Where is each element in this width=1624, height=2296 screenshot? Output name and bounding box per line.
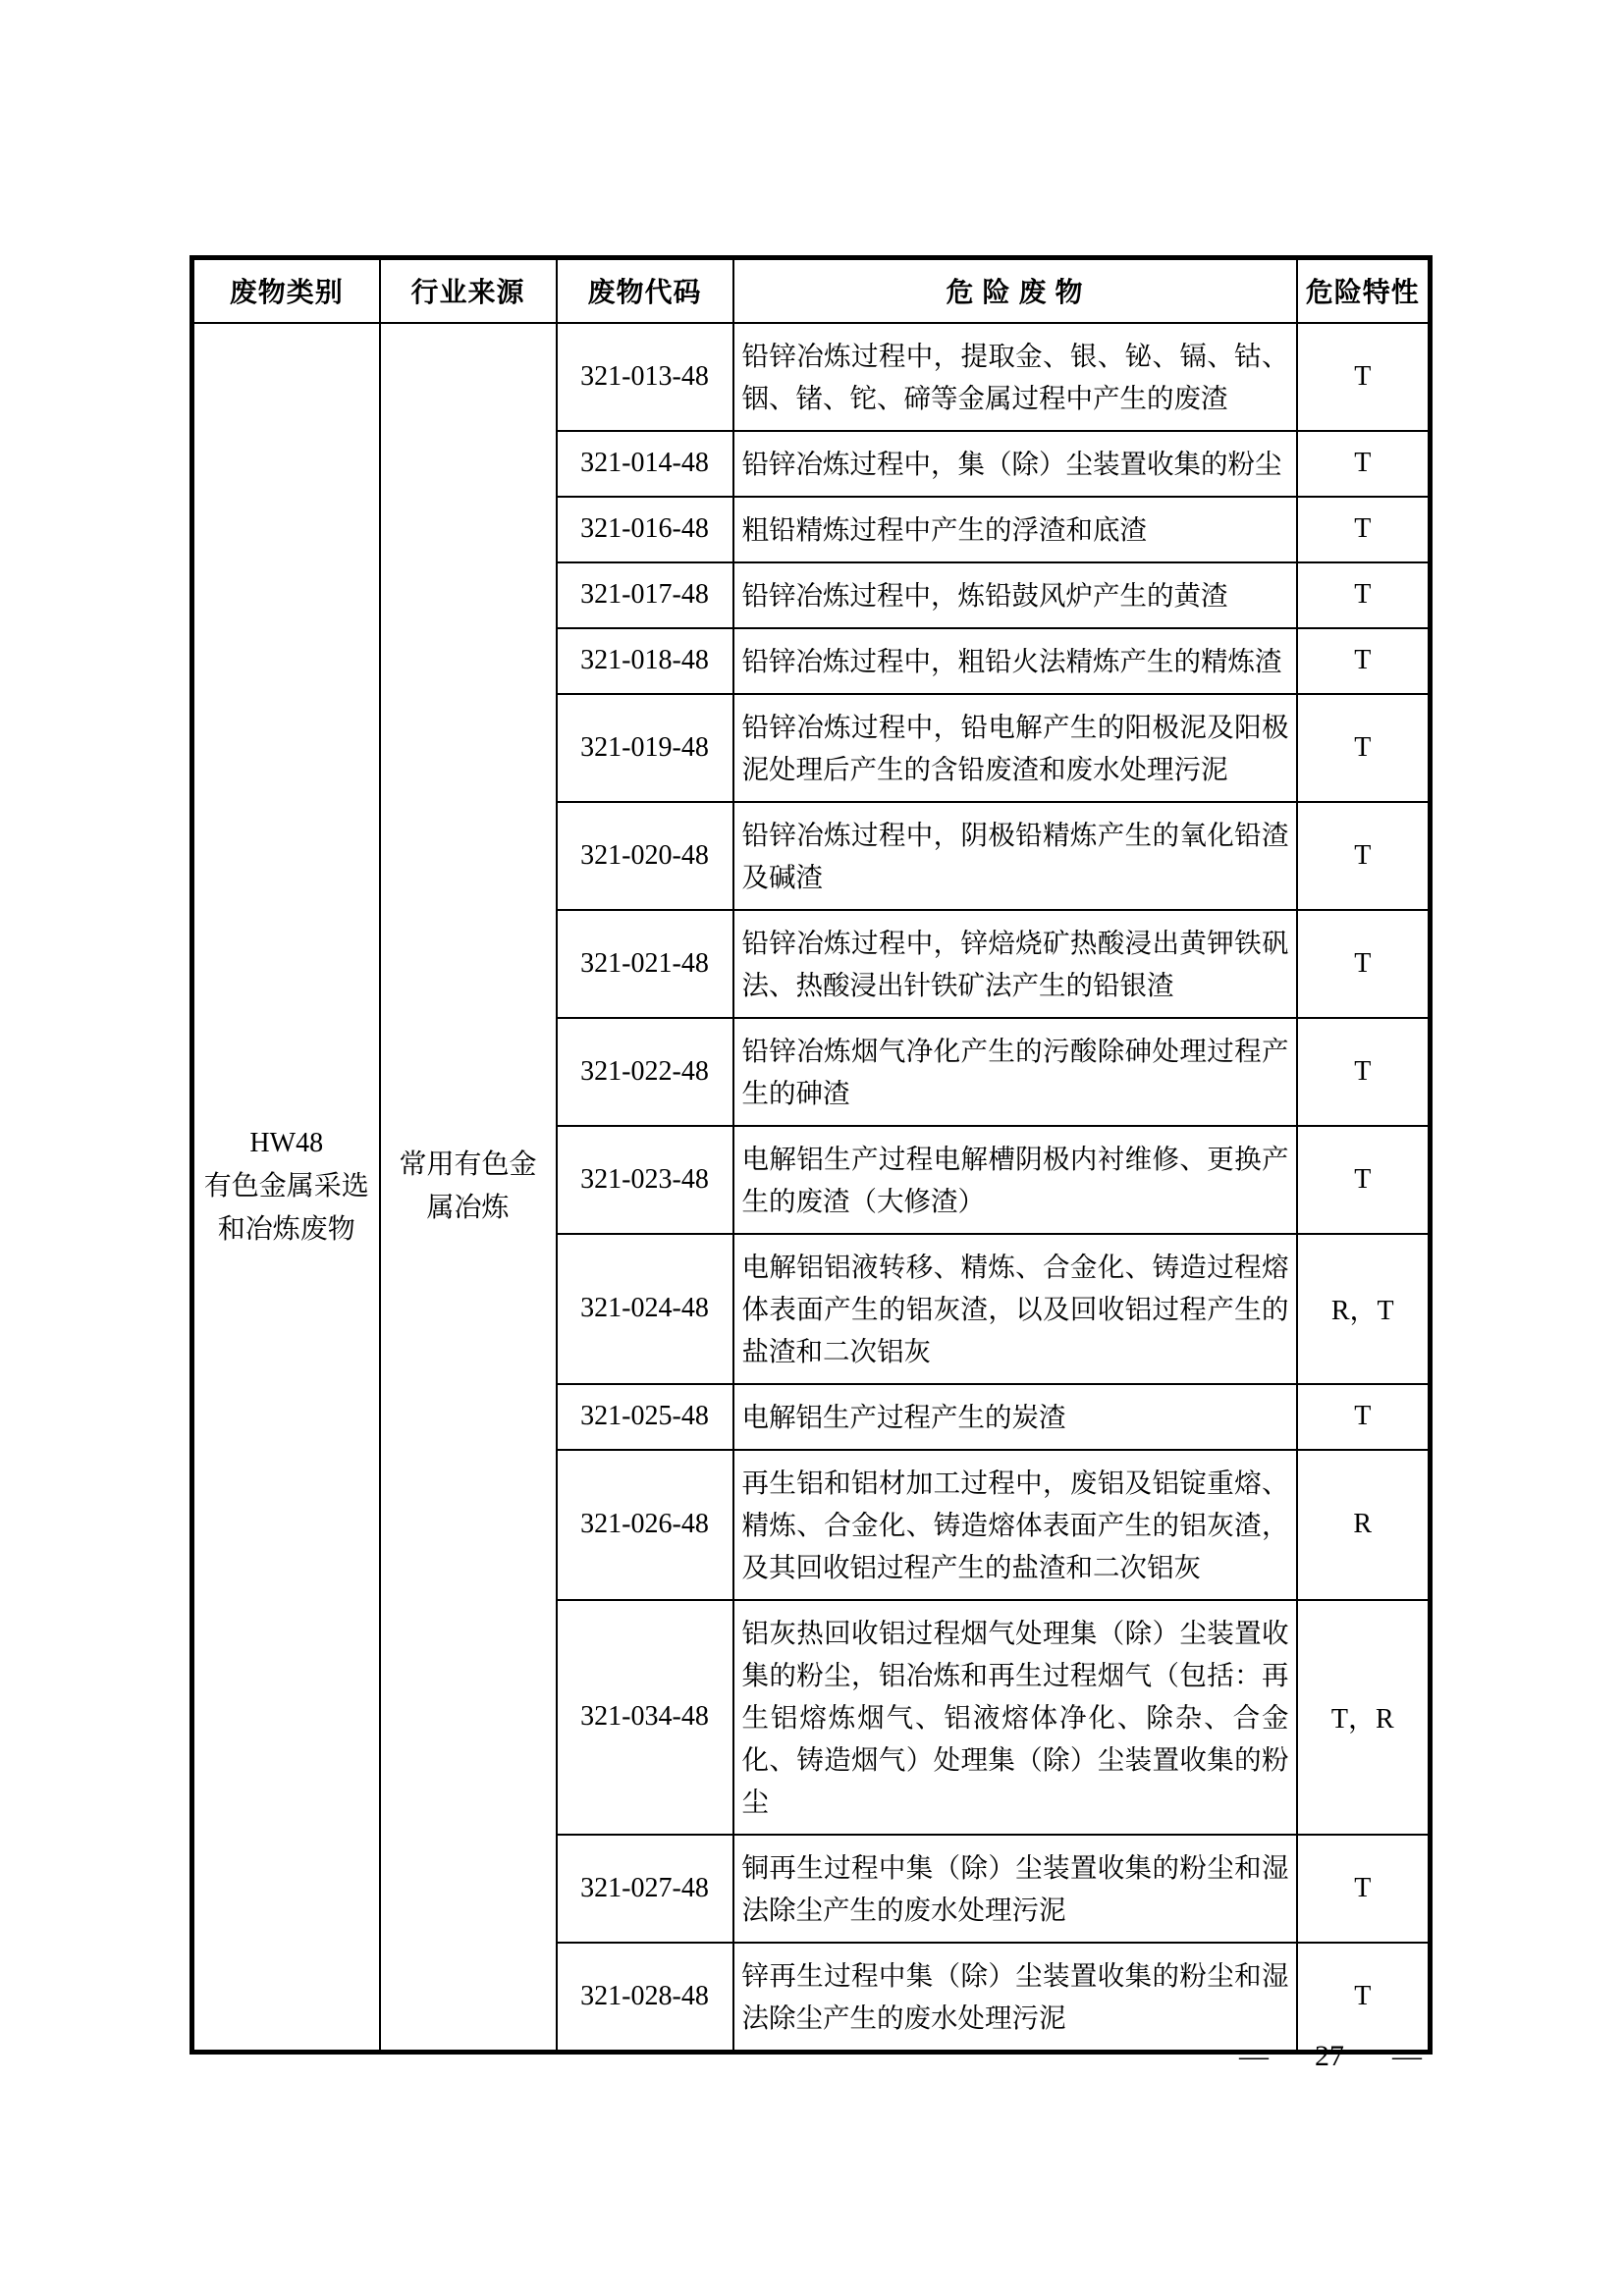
waste-code-cell: 321-016-48	[557, 497, 733, 562]
industry-source-cell: 常用有色金属冶炼	[380, 323, 557, 2053]
waste-code-cell: 321-025-48	[557, 1384, 733, 1450]
hazard-property-cell: T	[1297, 910, 1431, 1018]
waste-code-cell: 321-017-48	[557, 562, 733, 628]
page-footer	[1239, 2040, 1420, 2073]
footer-dash-left: —	[1239, 2040, 1267, 2072]
waste-description-cell: 铅锌冶炼过程中，粗铅火法精炼产生的精炼渣	[733, 628, 1297, 694]
header-waste-code: 废物代码	[557, 258, 733, 323]
hazard-property-cell: R，T	[1297, 1234, 1431, 1384]
waste-code-cell: 321-018-48	[557, 628, 733, 694]
waste-code-cell: 321-027-48	[557, 1835, 733, 1943]
waste-description-cell: 电解铝生产过程电解槽阴极内衬维修、更换产生的废渣（大修渣）	[733, 1126, 1297, 1234]
hazard-property-cell: T	[1297, 323, 1431, 431]
waste-description-cell: 铅锌冶炼过程中，集（除）尘装置收集的粉尘	[733, 431, 1297, 497]
waste-category-cell	[192, 323, 380, 2053]
waste-code-cell: 321-013-48	[557, 323, 733, 431]
waste-code-cell: 321-024-48	[557, 1234, 733, 1384]
waste-category-code: HW48	[249, 1127, 324, 1158]
page-number: 27	[1315, 2040, 1344, 2072]
waste-code-cell: 321-014-48	[557, 431, 733, 497]
hazard-property-cell: T	[1297, 1943, 1431, 2053]
waste-code-cell: 321-019-48	[557, 694, 733, 802]
waste-code-cell: 321-020-48	[557, 802, 733, 910]
waste-description-cell: 铅锌冶炼烟气净化产生的污酸除砷处理过程产生的砷渣	[733, 1018, 1297, 1126]
waste-table-body	[192, 323, 1431, 2053]
hazard-property-cell: T	[1297, 1126, 1431, 1234]
footer-dash-right: —	[1392, 2040, 1420, 2072]
waste-code-cell: 321-028-48	[557, 1943, 733, 2053]
header-hazardous-waste: 危 险 废 物	[733, 258, 1297, 323]
header-industry-source: 行业来源	[380, 258, 557, 323]
hazard-property-cell: T	[1297, 1384, 1431, 1450]
waste-description-cell: 锌再生过程中集（除）尘装置收集的粉尘和湿法除尘产生的废水处理污泥	[733, 1943, 1297, 2053]
waste-description-cell: 电解铝铝液转移、精炼、合金化、铸造过程熔体表面产生的铝灰渣，以及回收铝过程产生的盐渣和二次铝灰	[733, 1234, 1297, 1384]
hazardous-waste-table-container	[189, 255, 1428, 2055]
waste-code-cell: 321-022-48	[557, 1018, 733, 1126]
hazard-property-cell: T	[1297, 1018, 1431, 1126]
waste-description-cell: 铅锌冶炼过程中，阴极铅精炼产生的氧化铅渣及碱渣	[733, 802, 1297, 910]
waste-category-name: 有色金属采选和冶炼废物	[203, 1170, 369, 1245]
waste-code-cell: 321-034-48	[557, 1600, 733, 1835]
waste-description-cell: 铅锌冶炼过程中，铅电解产生的阳极泥及阳极泥处理后产生的含铅废渣和废水处理污泥	[733, 694, 1297, 802]
waste-description-cell: 铝灰热回收铝过程烟气处理集（除）尘装置收集的粉尘，铝冶炼和再生过程烟气（包括：再生铝熔炼烟气、铝液熔体净化、除杂、合金化、铸造烟气）处理集（除）尘装置收集的粉尘	[733, 1600, 1297, 1835]
header-hazard-property: 危险特性	[1297, 258, 1431, 323]
hazard-property-cell: T	[1297, 431, 1431, 497]
waste-code-cell: 321-026-48	[557, 1450, 733, 1600]
hazard-property-cell: T	[1297, 802, 1431, 910]
table-row	[192, 323, 1431, 431]
waste-code-cell: 321-021-48	[557, 910, 733, 1018]
waste-description-cell: 粗铅精炼过程中产生的浮渣和底渣	[733, 497, 1297, 562]
waste-description-cell: 电解铝生产过程产生的炭渣	[733, 1384, 1297, 1450]
header-waste-category: 废物类别	[192, 258, 380, 323]
waste-description-cell: 铅锌冶炼过程中，提取金、银、铋、镉、钴、铟、锗、铊、碲等金属过程中产生的废渣	[733, 323, 1297, 431]
hazard-property-cell: T，R	[1297, 1600, 1431, 1835]
waste-description-cell: 铅锌冶炼过程中，炼铅鼓风炉产生的黄渣	[733, 562, 1297, 628]
table-header-row	[192, 258, 1431, 323]
waste-description-cell: 再生铝和铝材加工过程中，废铝及铝锭重熔、精炼、合金化、铸造熔体表面产生的铝灰渣，及其回收铝过程产生的盐渣和二次铝灰	[733, 1450, 1297, 1600]
hazard-property-cell: T	[1297, 694, 1431, 802]
waste-code-cell: 321-023-48	[557, 1126, 733, 1234]
hazard-property-cell: T	[1297, 628, 1431, 694]
hazard-property-cell: T	[1297, 497, 1431, 562]
hazard-property-cell: R	[1297, 1450, 1431, 1600]
hazard-property-cell: T	[1297, 562, 1431, 628]
waste-description-cell: 铜再生过程中集（除）尘装置收集的粉尘和湿法除尘产生的废水处理污泥	[733, 1835, 1297, 1943]
hazard-property-cell: T	[1297, 1835, 1431, 1943]
hazardous-waste-table	[189, 255, 1433, 2055]
waste-description-cell: 铅锌冶炼过程中，锌焙烧矿热酸浸出黄钾铁矾法、热酸浸出针铁矿法产生的铅银渣	[733, 910, 1297, 1018]
